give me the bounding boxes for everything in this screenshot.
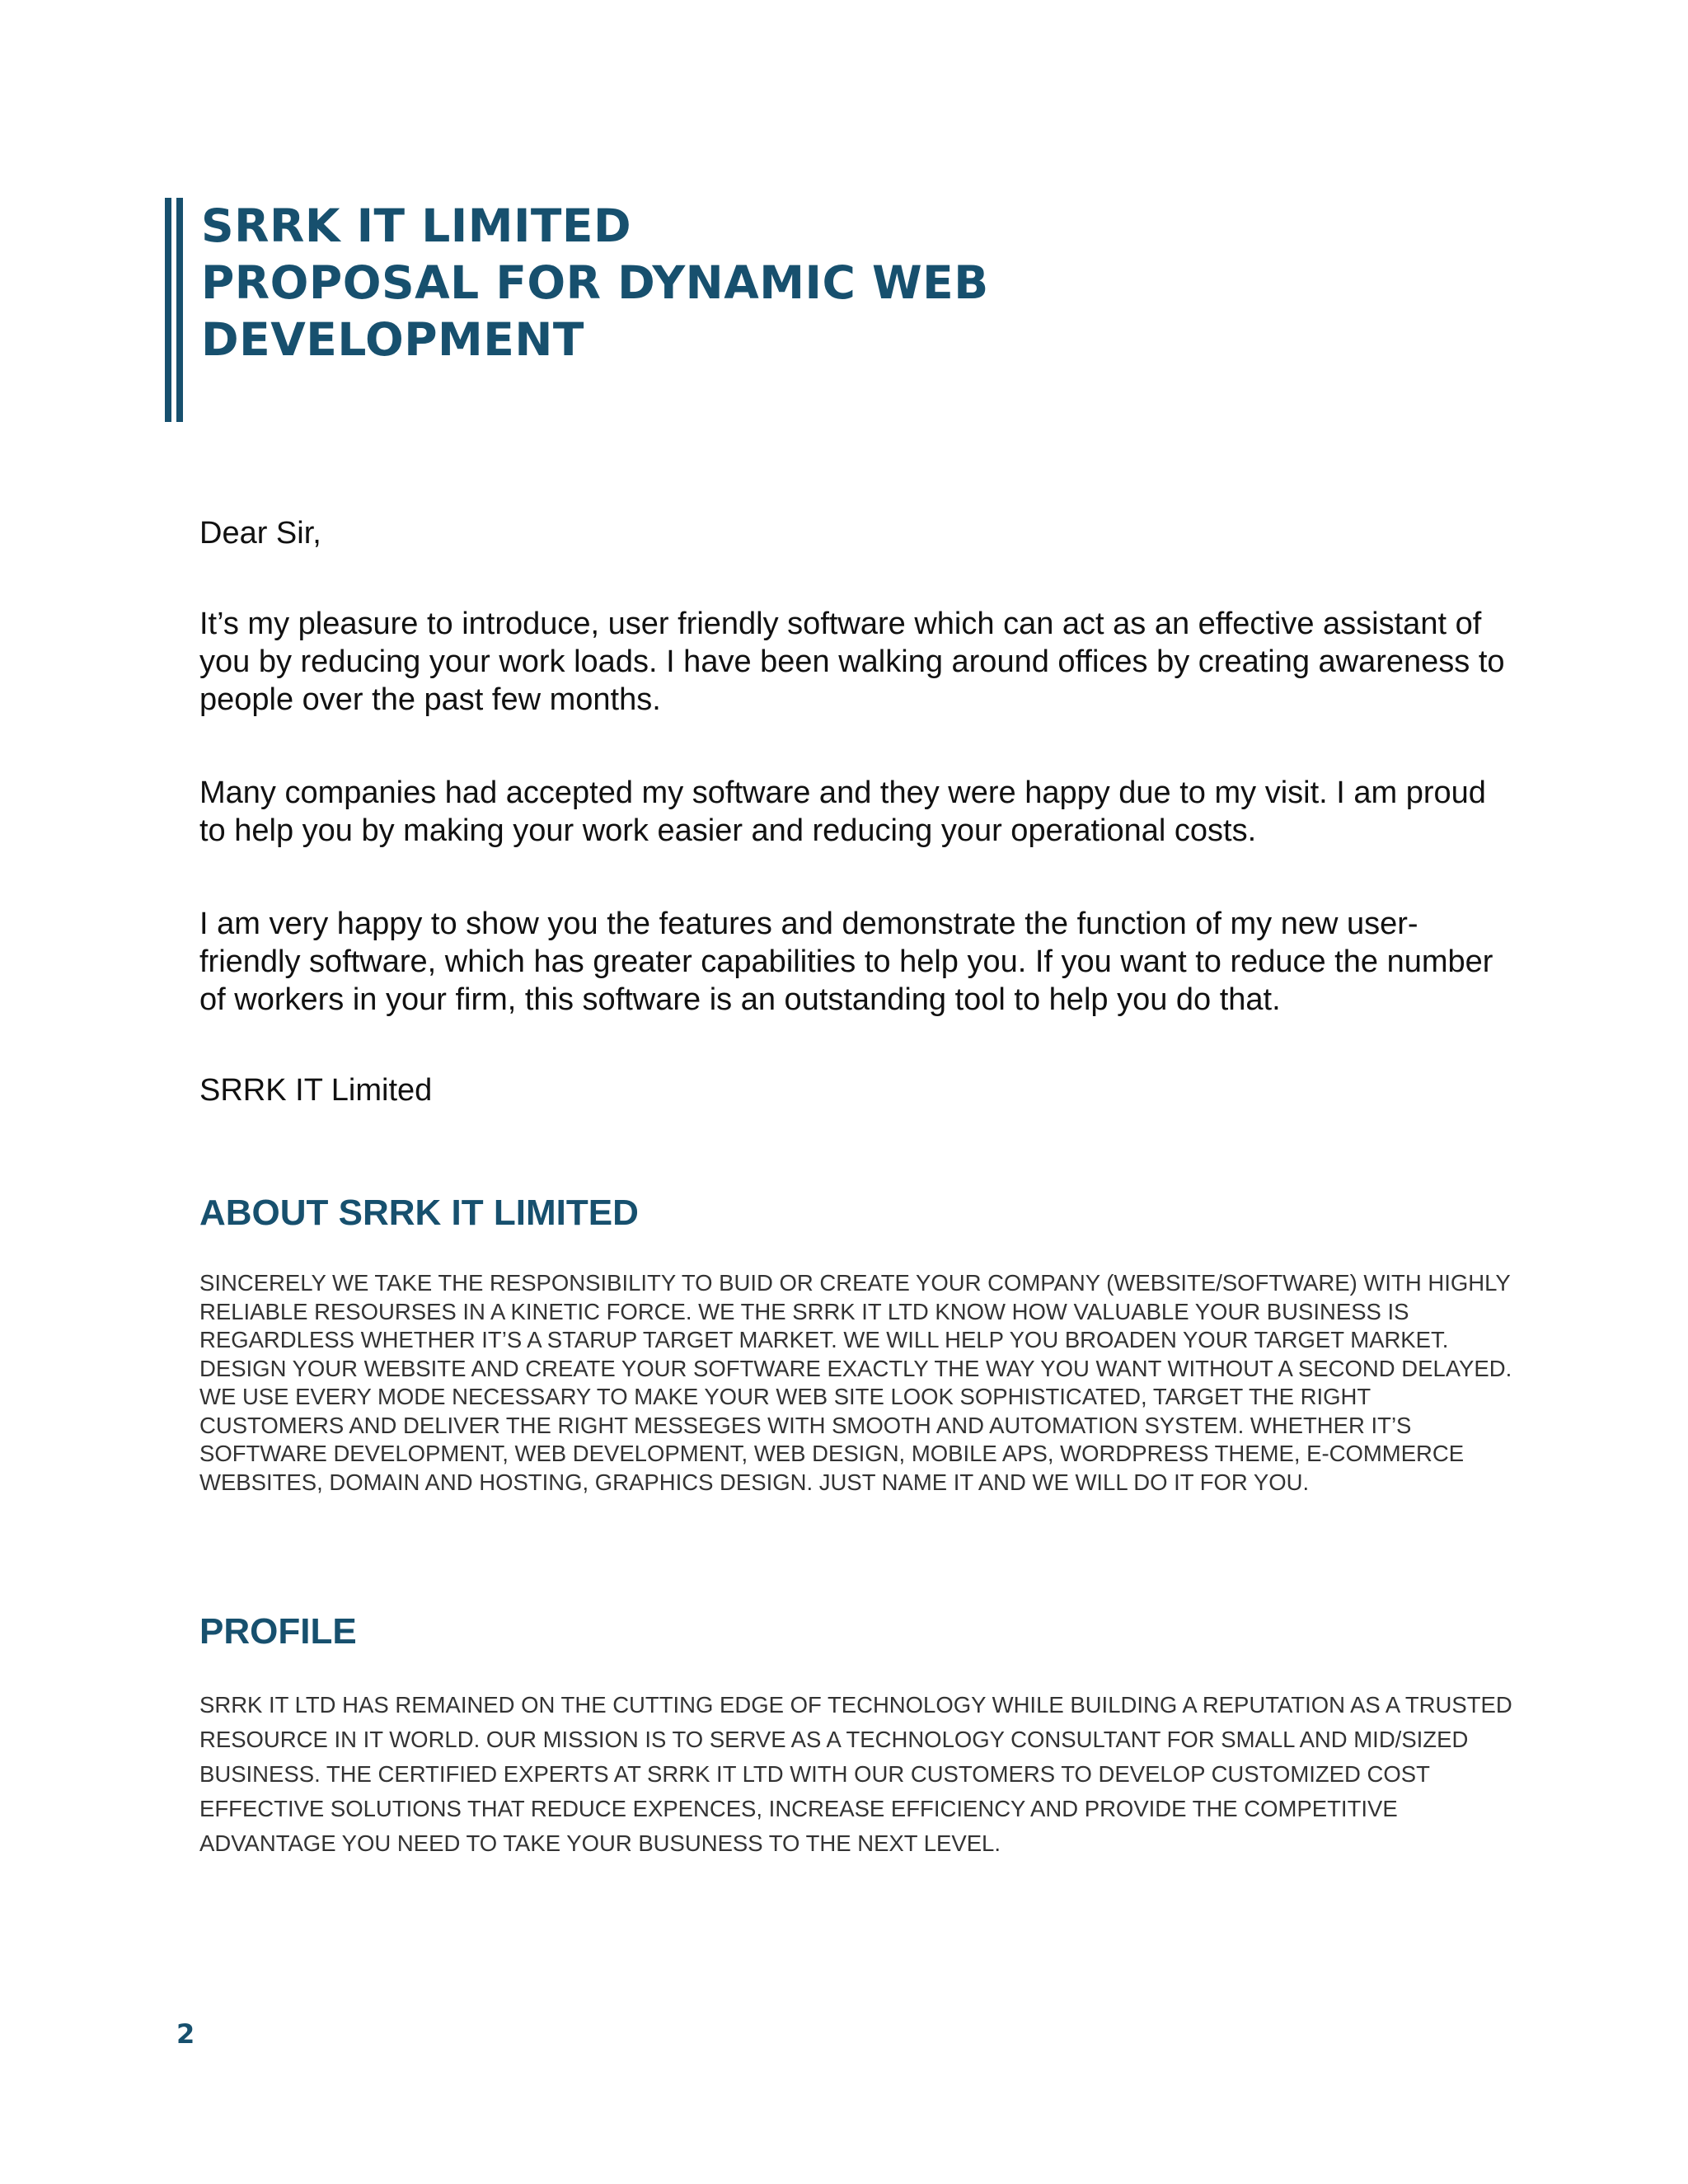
page-number: 2 (176, 2018, 195, 2050)
title-block (165, 198, 1401, 422)
letter-signature (199, 1071, 1510, 1109)
document-title (201, 198, 989, 368)
title-line: SRRK IT LIMITED (201, 199, 632, 252)
about-heading: ABOUT SRRK IT LIMITED (199, 1193, 639, 1233)
letter-greeting (199, 514, 1510, 552)
profile-body: SRRK IT LTD HAS REMAINED ON THE CUTTING EDGE OF TECHNOLOGY WHILE BUILDING A REPUTATION AS A TRUSTED RESOURCE IN IT WORLD. OUR MISSION IS TO SERVE AS A TECHNOLOGY CONSULTANT FOR SMALL AND MID/SIZED BUSINESS. THE CERTIFIED EXPERTS AT SRRK IT LTD WITH OUR CUSTOMERS TO DEVELOP CUSTOMIZED COST EFFECTIVE SOLUTIONS THAT REDUCE EXPENCES, INCREASE EFFICIENCY AND PROVIDE THE COMPETITIVE ADVANTAGE YOU NEED TO TAKE YOUR BUSUNESS TO THE NEXT LEVEL. (199, 1692, 1512, 1856)
letter-paragraph-1 (199, 605, 1510, 719)
title-line: DEVELOPMENT (201, 313, 584, 366)
title-line: PROPOSAL FOR DYNAMIC WEB (201, 256, 989, 309)
profile-heading: PROFILE (199, 1611, 357, 1652)
paragraph-text: It’s my pleasure to introduce, user friendly software which can act as an effective assistant of you by reducing your work loads. I have been walking around offices by creating awareness to people over the past few months. (199, 607, 1505, 717)
title-accent-bar (165, 198, 171, 422)
paragraph-text: I am very happy to show you the features and demonstrate the function of my new user-friendly software, which has greater capabilities to help you. If you want to reduce the number of workers in your firm, this software is an outstanding tool to help you do that. (199, 907, 1493, 1017)
title-accent-bar (176, 198, 183, 422)
greeting-text: Dear Sir, (199, 516, 321, 551)
about-body: SINCERELY WE TAKE THE RESPONSIBILITY TO BUID OR CREATE YOUR COMPANY (WEBSITE/SOFTWARE) WITH HIGHLY RELIABLE RESOURSES IN A KINETIC FORCE. WE THE SRRK IT LTD KNOW HOW VALUABLE YOUR BUSINESS IS REGARDLESS WHETHER IT’S A STARUP TARGET MARKET. WE WILL HELP YOU BROADEN YOUR TARGET MARKET. DESIGN YOUR WEBSITE AND CREATE YOUR SOFTWARE EXACTLY THE WAY YOU WANT WITHOUT A SECOND DELAYED. WE USE EVERY MODE NECESSARY TO MAKE YOUR WEB SITE LOOK SOPHISTICATED, TARGET THE RIGHT CUSTOMERS AND DELIVER THE RIGHT MESSEGES WITH SMOOTH AND AUTOMATION SYSTEM. WHETHER IT’S SOFTWARE DEVELOPMENT, WEB DEVELOPMENT, WEB DESIGN, MOBILE APS, WORDPRESS THEME, E-COMMERCE WEBSITES, DOMAIN AND HOSTING, GRAPHICS DESIGN. JUST NAME IT AND WE WILL DO IT FOR YOU. (199, 1270, 1512, 1495)
letter-paragraph-2 (199, 774, 1510, 850)
paragraph-text: Many companies had accepted my software and they were happy due to my visit. I am proud to help you by making your work easier and reducing your operational costs. (199, 776, 1486, 848)
letter-paragraph-3 (199, 905, 1510, 1019)
signature-text: SRRK IT Limited (199, 1073, 433, 1108)
